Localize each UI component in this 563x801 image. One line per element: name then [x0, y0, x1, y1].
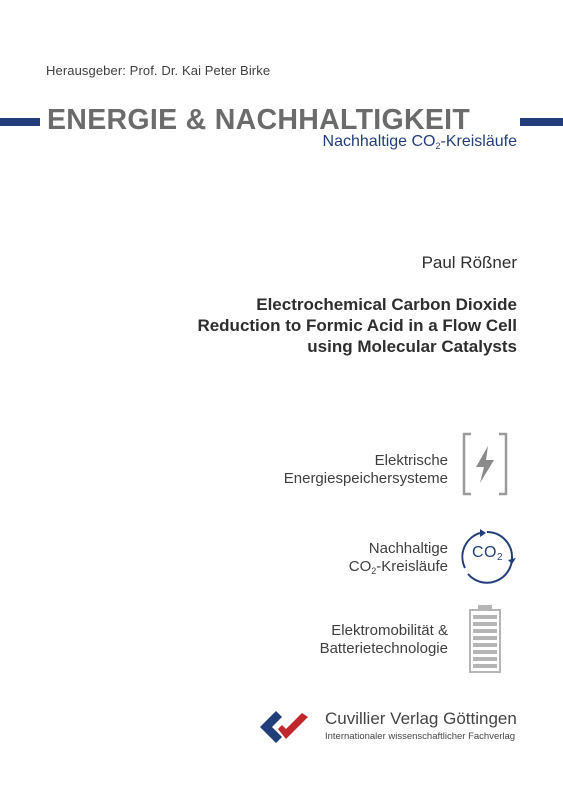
- lightning-battery-icon: [461, 432, 509, 496]
- topic-energy-storage-line-1: Elektrische: [374, 452, 448, 469]
- series-subtitle-pre: Nachhaltige CO: [322, 133, 436, 150]
- topic-co2-cycles-line-1: Nachhaltige: [368, 540, 448, 557]
- publisher-tagline: Internationaler wissenschaftlicher Fachverlag: [325, 731, 516, 742]
- series-title: ENERGIE & NACHHALTIGKEIT: [47, 104, 471, 136]
- topic-energy-storage: [284, 452, 448, 488]
- publisher-logo-icon: [258, 709, 310, 745]
- topic-co2-cycles: [349, 540, 448, 580]
- series-bar-left: [0, 118, 40, 126]
- topic-energy-storage-line-2: Energiespeichersysteme: [283, 470, 448, 487]
- topic-co2-cycles-line-2-post: -Kreisläufe: [376, 558, 448, 575]
- series-subtitle: [323, 133, 517, 151]
- topic-e-mobility-line-1: Elektromobilität &: [331, 622, 448, 639]
- topic-co2-cycles-line-2: [349, 558, 448, 580]
- co2-icon-label-pre: CO: [472, 544, 497, 561]
- series-subtitle-sub: 2: [435, 141, 441, 151]
- topic-e-mobility-line-2: Batterietechnologie: [319, 640, 448, 657]
- author-name: Paul Rößner: [421, 253, 517, 272]
- book-title: [37, 294, 517, 357]
- series-bar-right: [520, 118, 563, 126]
- topic-co2-cycles-line-2-sub: 2: [371, 566, 377, 576]
- co2-icon-label: [472, 544, 503, 563]
- publisher-name: Cuvillier Verlag Göttingen: [325, 709, 517, 728]
- battery-icon: [468, 605, 502, 673]
- series-subtitle-post: -Kreisläufe: [440, 133, 517, 150]
- series-editor: Herausgeber: Prof. Dr. Kai Peter Birke: [46, 63, 271, 78]
- book-title-line-3: using Molecular Catalysts: [307, 337, 517, 356]
- topic-e-mobility: [320, 622, 448, 658]
- book-title-line-1: Electrochemical Carbon Dioxide: [256, 295, 517, 314]
- topic-co2-cycles-line-2-pre: CO: [348, 558, 372, 575]
- book-title-line-2: Reduction to Formic Acid in a Flow Cell: [197, 316, 517, 335]
- co2-icon-label-sub: 2: [497, 552, 504, 563]
